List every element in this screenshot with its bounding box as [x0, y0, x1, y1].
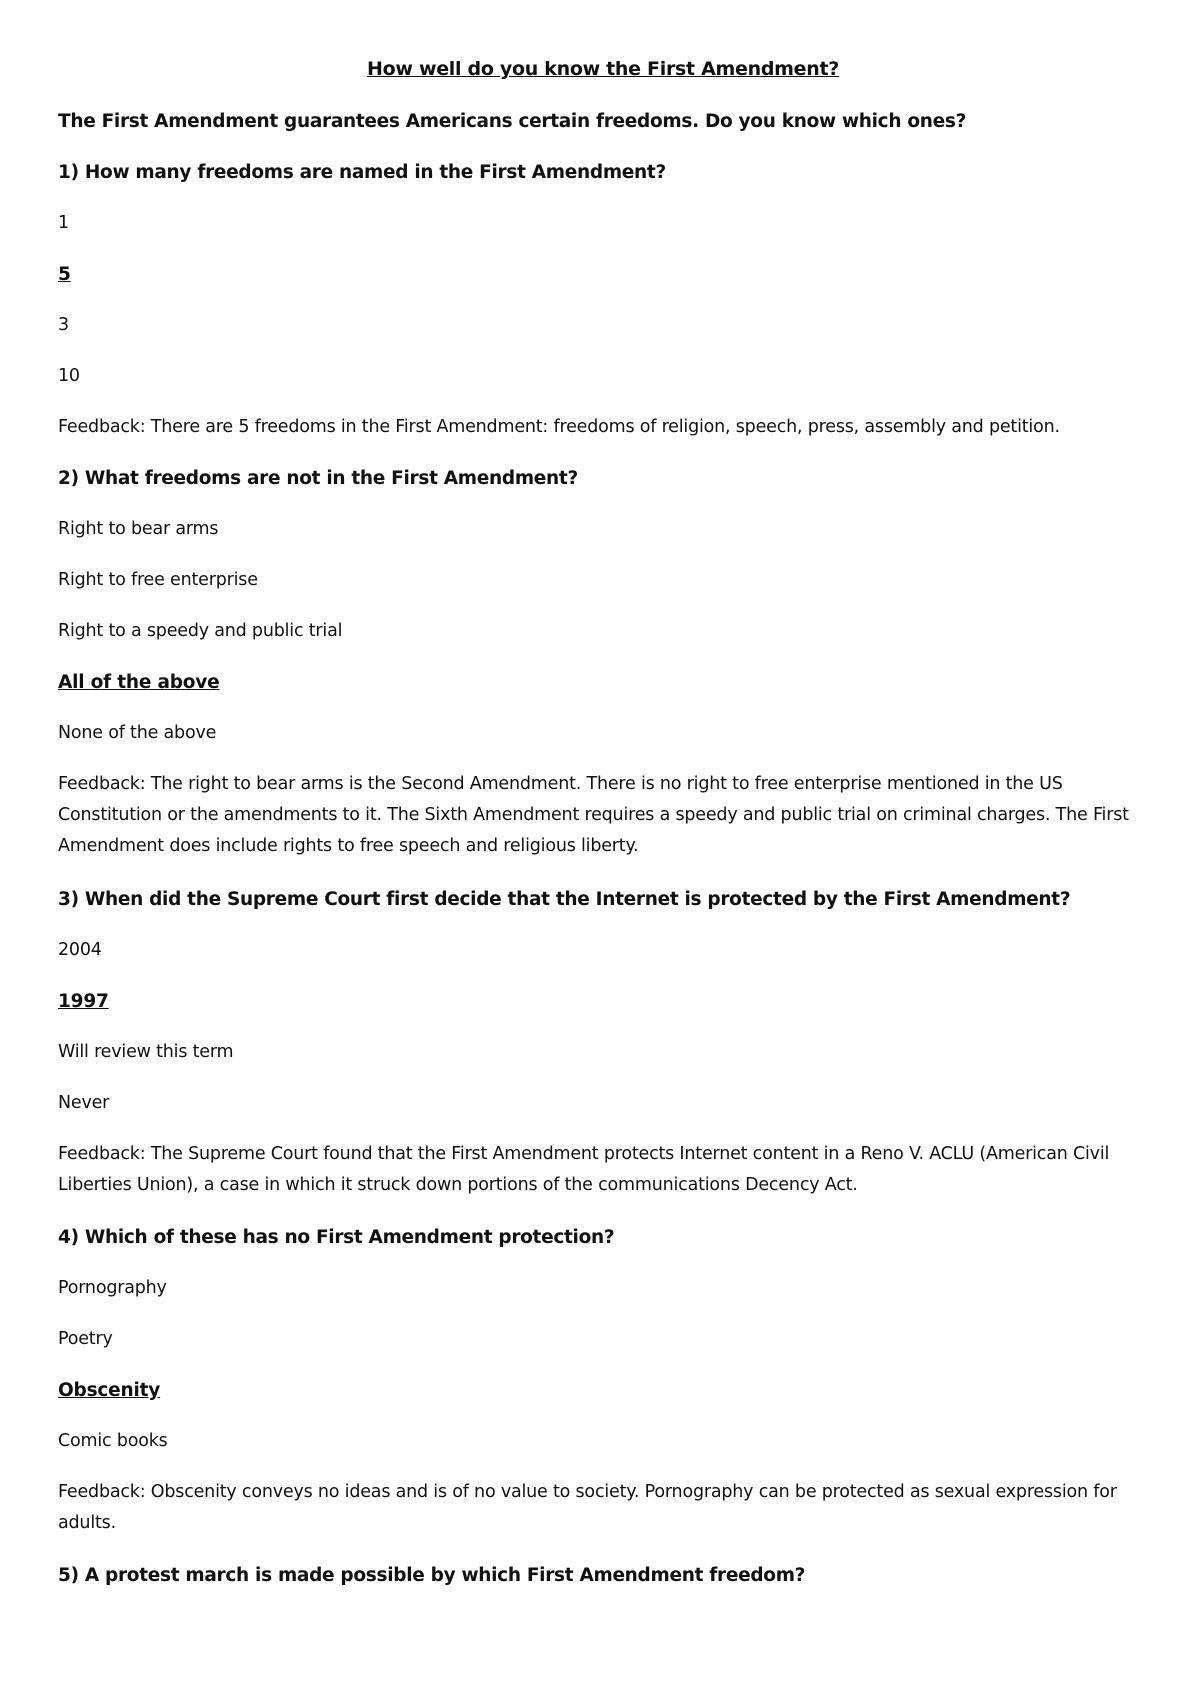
intro-text: The First Amendment guarantees Americans certain freedoms. Do you know which ones?	[58, 111, 966, 132]
q3-feedback: Feedback: The Supreme Court found that the First Amendment protects Internet content in a Reno V. ACLU (American Civil Liberties Union), a case in which it struck down portions of the communications Decency Act.	[58, 1144, 1110, 1195]
q1-feedback: Feedback: There are 5 freedoms in the First Amendment: freedoms of religion, speech, press, assembly and petition.	[58, 417, 1060, 437]
q1-option-4: 10	[58, 366, 80, 386]
q1-option-2-correct: 5	[58, 264, 71, 285]
q3-option-4: Never	[58, 1093, 110, 1113]
q3-option-2-correct: 1997	[58, 991, 109, 1012]
q2-feedback: Feedback: The right to bear arms is the Second Amendment. There is no right to free enterprise mentioned in the US Constitution or the amendments to it. The Sixth Amendment requires a speedy and public trial on criminal charges. The First Amendment does include rights to free speech and religious liberty.	[58, 774, 1129, 856]
q3-option-3: Will review this term	[58, 1042, 234, 1062]
q3-option-1: 2004	[58, 940, 102, 960]
question-1: 1) How many freedoms are named in the First Amendment?	[58, 162, 666, 183]
q1-option-1: 1	[58, 213, 69, 233]
q2-option-5: None of the above	[58, 723, 217, 743]
q4-option-1: Pornography	[58, 1278, 167, 1298]
q1-option-3: 3	[58, 315, 69, 335]
question-2: 2) What freedoms are not in the First Amendment?	[58, 468, 578, 489]
q2-option-2: Right to free enterprise	[58, 570, 258, 590]
q4-option-3-correct: Obscenity	[58, 1380, 161, 1401]
question-5: 5) A protest march is made possible by which First Amendment freedom?	[58, 1565, 806, 1586]
q4-option-4: Comic books	[58, 1431, 168, 1451]
q4-feedback: Feedback: Obscenity conveys no ideas and is of no value to society. Pornography can be protected as sexual expression for adults.	[58, 1482, 1117, 1533]
q2-option-3: Right to a speedy and public trial	[58, 621, 343, 641]
question-3: 3) When did the Supreme Court first decide that the Internet is protected by the First Amendment?	[58, 889, 1071, 910]
page-title: How well do you know the First Amendment?	[367, 58, 839, 80]
q2-option-1: Right to bear arms	[58, 519, 219, 539]
q4-option-2: Poetry	[58, 1329, 113, 1349]
question-4: 4) Which of these has no First Amendment protection?	[58, 1227, 615, 1248]
q2-option-4-correct: All of the above	[58, 672, 220, 693]
